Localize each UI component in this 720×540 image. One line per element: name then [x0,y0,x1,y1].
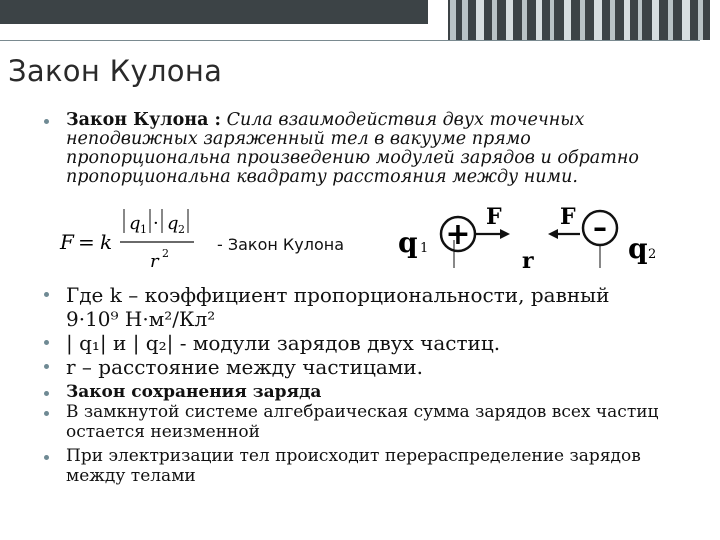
formula-q2-sub: 2 [178,223,185,236]
item-distance: r – расстояние между частицами. [66,355,423,379]
bullet-icon [44,411,49,416]
bullet-list [34,283,694,486]
formula-lhs: F [60,230,74,254]
item-conservation-title: Закон сохранения заряда [66,382,322,402]
item-coefficient: Где k – коэффициент пропорциональности, равный [66,283,610,307]
item-electrization: При электризации тел происходит перераспределение зарядов между телами [66,446,641,486]
list-item [34,446,694,486]
force-right-label: F [560,204,576,230]
item-modules: | q₁| и | q₂| - модули зарядов двух частиц. [66,331,501,355]
bullet-icon [44,391,49,396]
q1-sub: 1 [420,241,429,256]
intro-term: Закон Кулона : [66,110,222,130]
q1-label: q [398,226,418,259]
bullet-icon [44,119,49,124]
list-item [34,382,694,402]
list-item [34,331,694,355]
bullet-icon [44,292,49,297]
minus-sign: – [593,211,607,244]
list-item [34,355,694,379]
item-coefficient-value: 9·10⁹ Н·м²/Кл² [66,307,216,331]
distance-label: r [522,248,534,273]
formula-q1: q [129,213,141,234]
bullet-icon [44,340,49,345]
formula-r-sup: 2 [162,247,169,260]
formula-equals: = [78,230,95,254]
list-item [34,402,694,442]
bullet-icon [44,364,49,369]
formula-q1-sub: 1 [140,223,147,236]
intro-bullet [34,111,694,187]
plus-sign: + [445,217,471,252]
title-divider [0,40,700,41]
formula-q2: q [167,213,179,234]
charges-diagram [390,198,670,273]
formula-k: k [100,230,113,254]
list-item [34,111,694,187]
item-closed-system: В замкнутой системе алгебраическая сумма зарядов всех частиц остается неизменной [66,402,659,442]
slide-title: Закон Кулона [8,54,223,88]
list-item [34,283,694,331]
q2-sub: 2 [648,247,657,262]
decorative-stripes [428,0,720,40]
intro-definition: Сила взаимодействия двух точечных неподвижных заряженный тел в вакууме прямо пропорциональна произведению модулей зарядов и обратно пропорциональна квадрату расстояния между ними. [66,110,639,187]
formula-caption: - Закон Кулона [217,235,345,254]
q2-label: q [628,232,648,265]
formula-r: r [150,251,159,272]
coulomb-formula [54,203,214,273]
formula-dot: · [153,213,159,234]
force-left-label: F [486,204,502,230]
bullet-icon [44,455,49,460]
